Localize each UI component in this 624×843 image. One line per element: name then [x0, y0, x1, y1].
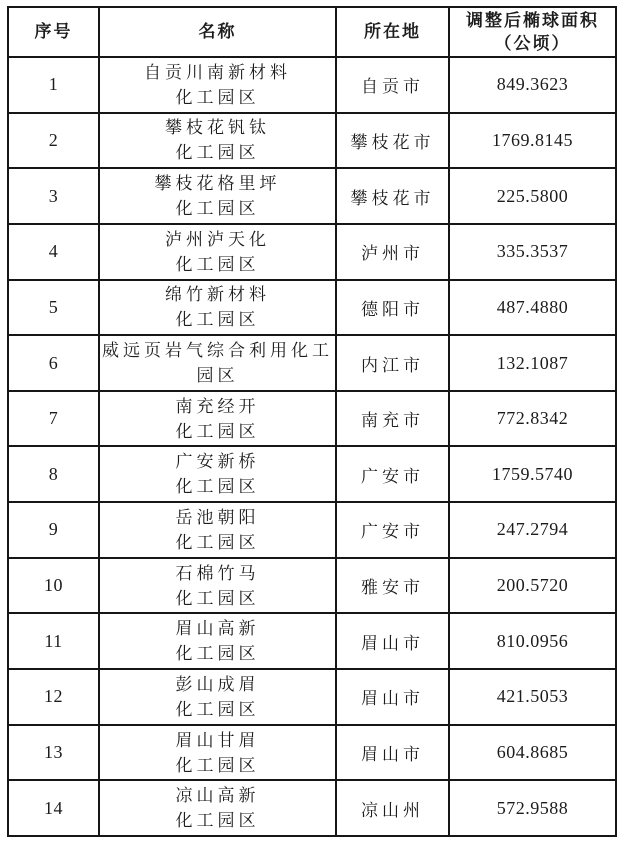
cell-park-name: [99, 502, 336, 558]
park-name-line2: 化工园区: [175, 199, 260, 219]
park-name-line1: 攀枝花钒钛: [165, 118, 270, 138]
location-value: 广安市: [361, 466, 424, 486]
header-area-label-line2: （公顷）: [494, 34, 571, 53]
serial-number-value: 14: [44, 797, 63, 818]
area-value: 225.5800: [496, 185, 569, 206]
cell-location: [336, 280, 449, 336]
serial-number-value: 5: [48, 296, 59, 317]
table-row: [8, 57, 616, 113]
park-name-line1: 自贡川南新材料: [144, 62, 291, 82]
park-name-line2: 化工园区: [175, 755, 260, 775]
cell-serial-number: [8, 168, 99, 224]
park-name-line1: 岳池朝阳: [175, 507, 260, 527]
serial-number-value: 10: [44, 575, 63, 596]
area-value: 335.3537: [496, 241, 569, 262]
area-value: 247.2794: [496, 519, 569, 540]
location-value: 泸州市: [361, 244, 424, 264]
cell-serial-number: [8, 780, 99, 836]
cell-park-name: [99, 280, 336, 336]
cell-serial-number: [8, 391, 99, 447]
area-value: 487.4880: [496, 296, 569, 317]
cell-serial-number: [8, 57, 99, 113]
area-value: 421.5053: [496, 686, 569, 707]
park-name-line2: 化工园区: [175, 699, 260, 719]
cell-park-name: [99, 446, 336, 502]
location-value: 眉山市: [361, 689, 424, 709]
cell-location: [336, 57, 449, 113]
area-value: 772.8342: [496, 408, 569, 429]
header-cell-location: [336, 7, 449, 57]
cell-area: [449, 558, 616, 614]
location-value: 眉山市: [361, 633, 424, 653]
park-name-line1: 眉山高新: [175, 619, 260, 639]
header-row: [8, 7, 616, 57]
table-row: [8, 391, 616, 447]
serial-number-value: 7: [48, 408, 59, 429]
location-value: 攀枝花市: [350, 132, 435, 152]
cell-serial-number: [8, 224, 99, 280]
location-value: 内江市: [361, 355, 424, 375]
cell-location: [336, 558, 449, 614]
park-name-line1: 绵竹新材料: [165, 285, 270, 305]
header-no-label: 序号: [34, 22, 73, 41]
cell-park-name: [99, 224, 336, 280]
table-row: [8, 335, 616, 391]
cell-park-name: [99, 780, 336, 836]
cell-area: [449, 502, 616, 558]
table-body: [8, 57, 616, 836]
cell-area: [449, 669, 616, 725]
park-name-line2: 化工园区: [175, 811, 260, 831]
park-name-line2: 化工园区: [175, 644, 260, 664]
park-name-line1: 彭山成眉: [175, 674, 260, 694]
header-cell-area: [449, 7, 616, 57]
park-name-line2: 化工园区: [175, 588, 260, 608]
park-name-line2: 化工园区: [175, 143, 260, 163]
cell-area: [449, 113, 616, 169]
serial-number-value: 3: [48, 185, 59, 206]
cell-serial-number: [8, 113, 99, 169]
cell-area: [449, 613, 616, 669]
cell-location: [336, 224, 449, 280]
table-row: [8, 780, 616, 836]
park-name-line2: 化工园区: [175, 310, 260, 330]
location-value: 广安市: [361, 522, 424, 542]
cell-location: [336, 780, 449, 836]
cell-park-name: [99, 613, 336, 669]
cell-area: [449, 168, 616, 224]
cell-location: [336, 613, 449, 669]
area-value: 810.0956: [496, 630, 569, 651]
cell-serial-number: [8, 280, 99, 336]
area-value: 572.9588: [496, 797, 569, 818]
cell-area: [449, 391, 616, 447]
chemical-parks-table: [7, 6, 617, 837]
cell-area: [449, 446, 616, 502]
park-name-line1: 南充经开: [175, 396, 260, 416]
park-name-line1: 凉山高新: [175, 786, 260, 806]
area-value: 849.3623: [496, 74, 569, 95]
cell-area: [449, 780, 616, 836]
serial-number-value: 12: [44, 686, 63, 707]
cell-serial-number: [8, 725, 99, 781]
park-name-line1: 石棉竹马: [175, 563, 260, 583]
location-value: 自贡市: [361, 77, 424, 97]
park-name-line2: 化工园区: [175, 421, 260, 441]
park-name-line1: 广安新桥: [175, 452, 260, 472]
cell-park-name: [99, 391, 336, 447]
cell-location: [336, 168, 449, 224]
area-value: 604.8685: [496, 742, 569, 762]
header-area-label-line1: 调整后椭球面积: [466, 11, 599, 30]
cell-park-name: [99, 57, 336, 113]
cell-location: [336, 391, 449, 447]
table-row: [8, 669, 616, 725]
cell-location: [336, 446, 449, 502]
cell-location: [336, 502, 449, 558]
park-name-line2: 化工园区: [175, 87, 260, 107]
cell-area: [449, 725, 616, 781]
location-value: 眉山市: [361, 745, 424, 764]
location-value: 攀枝花市: [350, 188, 435, 208]
cell-park-name: [99, 335, 336, 391]
park-name-line2: 化工园区: [175, 254, 260, 274]
serial-number-value: 8: [48, 463, 59, 484]
park-name-line1: 威远页岩气综合利用化工: [102, 341, 333, 361]
cell-area: [449, 335, 616, 391]
serial-number-value: 9: [48, 519, 59, 540]
cell-area: [449, 224, 616, 280]
cell-park-name: [99, 725, 336, 781]
table-row: [8, 558, 616, 614]
cell-location: [336, 335, 449, 391]
cell-serial-number: [8, 502, 99, 558]
table-row: [8, 280, 616, 336]
location-value: 雅安市: [361, 578, 424, 598]
cell-serial-number: [8, 446, 99, 502]
serial-number-value: 4: [48, 241, 59, 262]
location-value: 凉山州: [361, 800, 424, 820]
cell-location: [336, 113, 449, 169]
cell-location: [336, 725, 449, 781]
table-row: [8, 168, 616, 224]
area-value: 1769.8145: [492, 129, 573, 150]
cell-serial-number: [8, 558, 99, 614]
cell-area: [449, 57, 616, 113]
park-name-line2: 化工园区: [175, 532, 260, 552]
area-value: 1759.5740: [492, 463, 573, 484]
park-name-line1: 攀枝花格里坪: [154, 174, 281, 194]
header-name-label: 名称: [198, 22, 237, 41]
location-value: 南充市: [361, 411, 424, 431]
park-name-line2: 园区: [196, 366, 239, 386]
cell-park-name: [99, 168, 336, 224]
serial-number-value: 11: [44, 630, 63, 651]
park-name-line1: 眉山甘眉: [175, 730, 260, 750]
park-name-line1: 泸州泸天化: [165, 229, 270, 249]
header-location-label: 所在地: [364, 22, 421, 41]
cell-serial-number: [8, 669, 99, 725]
location-value: 德阳市: [361, 299, 424, 319]
area-value: 132.1087: [496, 352, 569, 373]
cell-park-name: [99, 558, 336, 614]
cell-park-name: [99, 669, 336, 725]
cell-serial-number: [8, 613, 99, 669]
cell-location: [336, 669, 449, 725]
park-name-line2: 化工园区: [175, 477, 260, 497]
header-cell-name: [99, 7, 336, 57]
table-row: [8, 113, 616, 169]
table-row: [8, 446, 616, 502]
table-row: [8, 502, 616, 558]
serial-number-value: 6: [48, 352, 59, 373]
cell-park-name: [99, 113, 336, 169]
table-row: [8, 725, 616, 781]
table-row: [8, 613, 616, 669]
serial-number-value: 2: [48, 129, 59, 150]
area-value: 200.5720: [496, 575, 569, 596]
cell-area: [449, 280, 616, 336]
header-cell-no: [8, 7, 99, 57]
serial-number-value: 1: [48, 74, 59, 95]
serial-number-value: 13: [44, 742, 63, 762]
cell-serial-number: [8, 335, 99, 391]
table-row: [8, 224, 616, 280]
